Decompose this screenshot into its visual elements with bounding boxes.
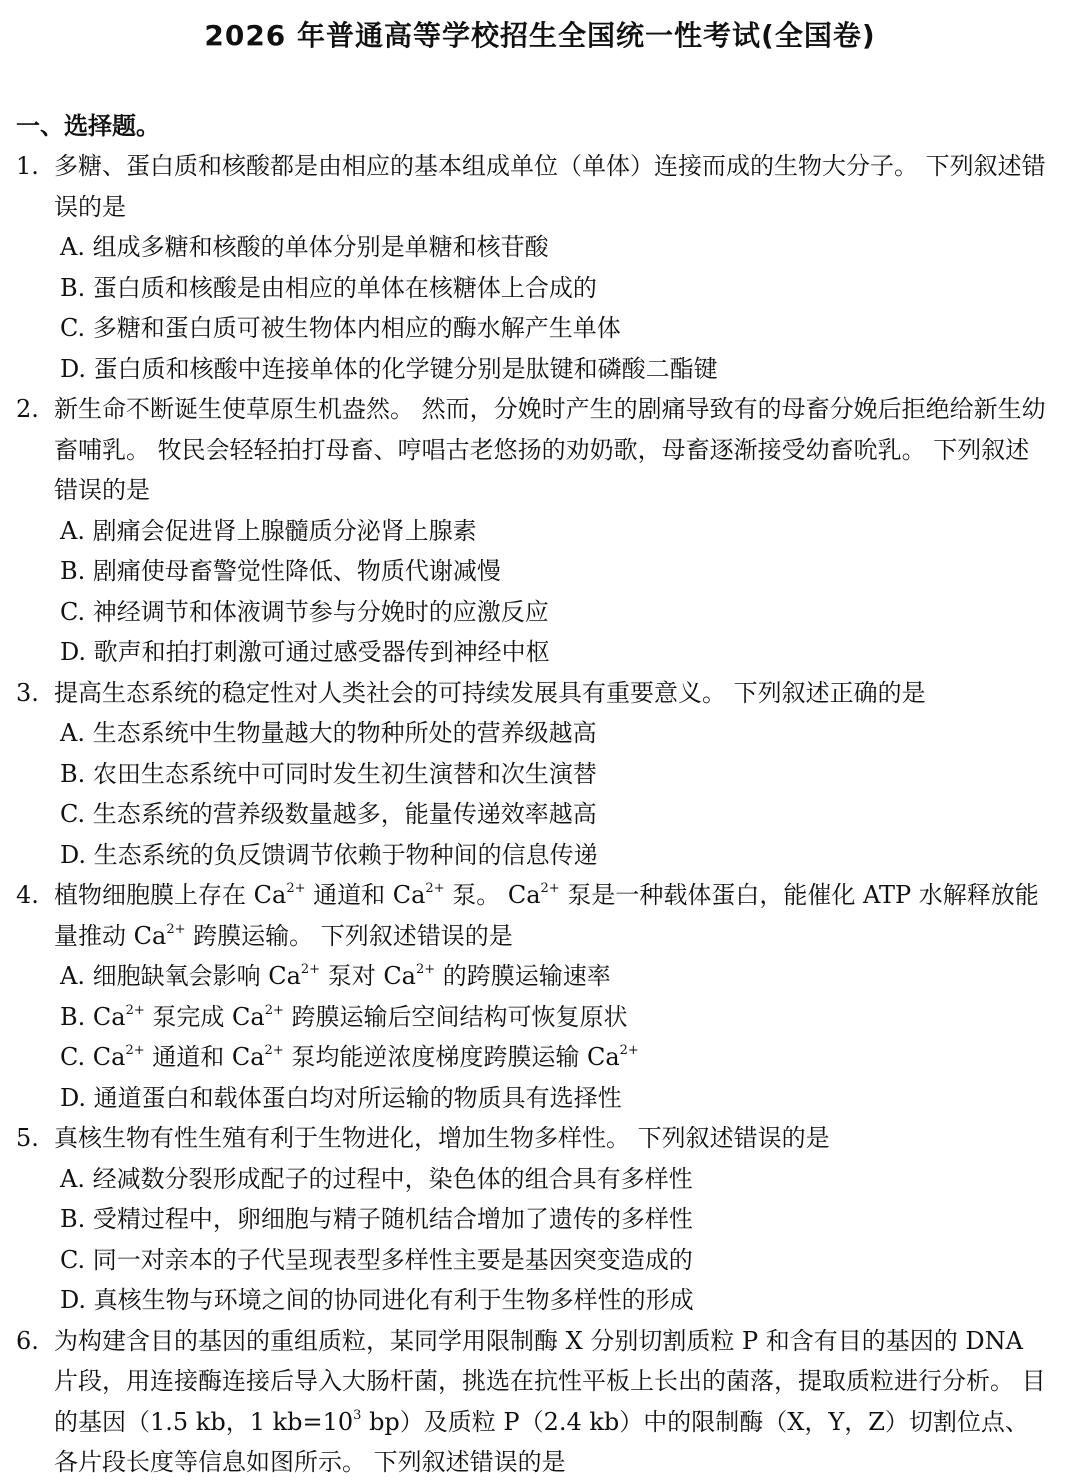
option-d: D. 通道蛋白和载体蛋白均对所运输的物质具有选择性 <box>60 1083 622 1112</box>
question-stem: 提高生态系统的稳定性对人类社会的可持续发展具有重要意义。 下列叙述正确的是 <box>54 678 926 707</box>
question-6 <box>16 1321 1052 1483</box>
option-d: D. 蛋白质和核酸中连接单体的化学键分别是肽键和磷酸二酯键 <box>60 354 718 383</box>
question-stem: 新生命不断诞生使草原生机盎然。 然而，分娩时产生的剧痛导致有的母畜分娩后拒绝给新生幼畜哺乳。 牧民会轻轻拍打母畜、哼唱古老悠扬的劝奶歌，母畜逐渐接受幼畜吮乳。 下列叙述错误的是 <box>54 395 1046 504</box>
question-stem: 为构建含目的基因的重组质粒，某同学用限制酶 X 分别切割质粒 P 和含有目的基因的 DNA 片段，用连接酶连接后导入大肠杆菌，挑选在抗性平板上长出的菌落，提取质粒进行分析。 目的基因（1.5 kb，1 $kb=10^3$ bp）及质粒 P（2.4 kb）中的限制酶（X，Y，Z）切割位点、各片段长度等信息如图所示。 下列叙述错误的是 <box>54 1326 1046 1476</box>
option-b: B. 蛋白质和核酸是由相应的单体在核糖体上合成的 <box>60 273 597 302</box>
question-1 <box>16 146 1052 389</box>
option-a: A. 剧痛会促进肾上腺髓质分泌肾上腺素 <box>60 516 477 545</box>
option-a: A. 组成多糖和核酸的单体分别是单糖和核苷酸 <box>60 233 549 261</box>
question-3 <box>16 673 1052 876</box>
option-b: B. 剧痛使母畜警觉性降低、物质代谢减慢 <box>60 557 501 585</box>
option-d: D. 生态系统的负反馈调节依赖于物种间的信息传递 <box>60 840 598 869</box>
question-number: 2. <box>16 395 39 423</box>
question-number: 3. <box>16 678 39 707</box>
option-b: B. 农田生态系统中可同时发生初生演替和次生演替 <box>60 759 597 788</box>
option-c: C. 生态系统的营养级数量越多，能量传递效率越高 <box>60 800 597 828</box>
option-a: A. 细胞缺氧会影响 $Ca^{2+}$ 泵对 $Ca^{2+}$ 的跨膜运输速率 <box>60 962 611 990</box>
section-heading: 一、选择题。 <box>16 112 160 140</box>
question-4 <box>16 875 1052 1118</box>
option-b: B. $Ca^{2+}$ 泵完成 $Ca^{2+}$ 跨膜运输后空间结构可恢复原状 <box>60 1002 628 1031</box>
question-stem: 真核生物有性生殖有利于生物进化，增加生物多样性。 下列叙述错误的是 <box>54 1124 830 1152</box>
option-c: C. 神经调节和体液调节参与分娩时的应激反应 <box>60 597 549 626</box>
question-list <box>16 146 1052 1483</box>
question-number: 5. <box>16 1124 39 1152</box>
question-2 <box>16 389 1052 673</box>
option-d: D. 歌声和拍打刺激可通过感受器传到神经中枢 <box>60 638 550 666</box>
page-title: 2026 年普通高等学校招生全国统一性考试(全国卷) <box>204 19 876 52</box>
option-a: A. 经减数分裂形成配子的过程中，染色体的组合具有多样性 <box>60 1164 693 1193</box>
option-a: A. 生态系统中生物量越大的物种所处的营养级越高 <box>60 719 597 747</box>
option-c: C. 多糖和蛋白质可被生物体内相应的酶水解产生单体 <box>60 314 621 342</box>
option-b: B. 受精过程中，卵细胞与精子随机结合增加了遗传的多样性 <box>60 1205 693 1233</box>
question-number: 4. <box>16 881 39 909</box>
question-stem: 植物细胞膜上存在 $Ca^{2+}$ 通道和 $Ca^{2+}$ 泵。 $Ca^{2+}$ 泵是一种载体蛋白，能催化 ATP 水解释放能量推动 $Ca^{2+}$ 跨膜运输。 下列叙述错误的是 <box>54 881 1039 950</box>
option-d: D. 真核生物与环境之间的协同进化有利于生物多样性的形成 <box>60 1286 694 1314</box>
option-c: C. $Ca^{2+}$ 通道和 $Ca^{2+}$ 泵均能逆浓度梯度跨膜运输 $Ca^{2+}$ <box>60 1043 639 1071</box>
question-number: 1. <box>16 152 39 180</box>
question-stem: 多糖、蛋白质和核酸都是由相应的基本组成单位（单体）连接而成的生物大分子。 下列叙述错误的是 <box>54 152 1046 221</box>
question-5 <box>16 1118 1052 1321</box>
question-number: 6. <box>16 1326 39 1355</box>
option-c: C. 同一对亲本的子代呈现表型多样性主要是基因突变造成的 <box>60 1245 693 1274</box>
